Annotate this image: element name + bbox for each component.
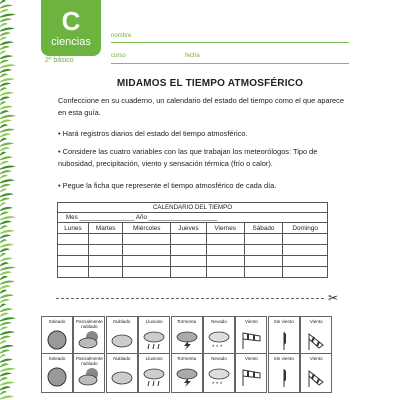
calendar-cell[interactable] <box>58 234 89 245</box>
calendar-cell[interactable] <box>283 256 328 267</box>
windsock-icon <box>236 329 266 351</box>
storm-icon <box>172 329 202 351</box>
year-label: Año <box>135 214 147 221</box>
windsock-small-icon <box>301 366 331 388</box>
month-label: Mes <box>66 214 78 221</box>
weather-card[interactable] <box>203 316 235 356</box>
calendar-cell[interactable] <box>171 267 207 278</box>
calendar-caption: CALENDARIO DEL TIEMPO <box>58 203 328 213</box>
instruction-bullet-3: • Pegue la ficha que represente el tiempo atmosférico de cada día. <box>58 181 277 190</box>
weather-card[interactable] <box>171 353 203 393</box>
day-header: Miércoles <box>123 223 171 234</box>
weather-card[interactable] <box>171 316 203 356</box>
instruction-paragraph: Confeccione en su cuaderno, un calendario del estado del tiempo como el que aparece en esta guía. <box>58 96 344 117</box>
weather-card-label: Nublado <box>113 356 131 361</box>
storm-icon <box>172 366 202 388</box>
windsock-icon <box>236 366 266 388</box>
month-year-row <box>58 213 328 223</box>
month-blank[interactable]: ________________ <box>79 214 135 221</box>
weather-card-label: Tormenta <box>177 356 197 361</box>
sun-icon <box>42 366 72 388</box>
weather-calendar-table <box>57 202 328 278</box>
calendar-cell[interactable] <box>88 234 122 245</box>
weather-card[interactable] <box>235 353 267 393</box>
weather-card[interactable] <box>106 353 138 393</box>
weather-card[interactable] <box>300 353 332 393</box>
calendar-cell[interactable] <box>206 256 244 267</box>
weather-card-label: Nublado <box>113 319 131 324</box>
weather-card-label: Soleado <box>48 356 66 361</box>
weather-card[interactable] <box>41 316 73 356</box>
calendar-cell[interactable] <box>58 245 89 256</box>
weather-card-label: Nevado <box>211 319 227 324</box>
day-header: Domingo <box>283 223 328 234</box>
svg-text:* * *: * * * <box>212 382 223 388</box>
weather-card-label: Sin viento <box>273 319 294 324</box>
weather-card[interactable] <box>73 316 105 356</box>
snow-icon <box>204 366 234 388</box>
weather-card-label: Viento <box>244 356 258 361</box>
scissors-icon: ✂ <box>328 291 339 305</box>
calm-icon <box>269 329 299 351</box>
day-header: Viernes <box>206 223 244 234</box>
calendar-cell[interactable] <box>206 267 244 278</box>
weather-card-label: Soleado <box>48 319 66 324</box>
weather-card-label: Viento <box>244 319 258 324</box>
calendar-cell[interactable] <box>58 256 89 267</box>
weather-card[interactable] <box>138 316 170 356</box>
partly-cloudy-icon <box>74 366 104 388</box>
name-line[interactable] <box>111 42 349 43</box>
calendar-cell[interactable] <box>206 245 244 256</box>
day-header: Sábado <box>244 223 283 234</box>
calendar-row <box>58 267 328 278</box>
partly-cloudy-icon <box>74 329 104 351</box>
year-blank[interactable]: ____________________ <box>148 214 218 221</box>
calendar-row <box>58 245 328 256</box>
calendar-cell[interactable] <box>123 245 171 256</box>
calendar-row <box>58 256 328 267</box>
calendar-cell[interactable] <box>58 267 89 278</box>
cloud-icon <box>107 366 137 388</box>
day-header: Jueves <box>171 223 207 234</box>
course-date-line[interactable] <box>111 63 349 64</box>
calendar-cell[interactable] <box>244 234 283 245</box>
calendar-cell[interactable] <box>283 267 328 278</box>
cut-line <box>56 298 324 299</box>
calendar-cell[interactable] <box>244 267 283 278</box>
weather-card[interactable] <box>268 316 300 356</box>
weather-card-label: Viento <box>309 319 323 324</box>
weather-card-label: Nevado <box>211 356 227 361</box>
weather-card[interactable] <box>73 353 105 393</box>
grade-label: 2º básico <box>45 57 74 64</box>
weather-card-label: Parcialmente nublado <box>75 319 103 329</box>
weather-card[interactable] <box>106 316 138 356</box>
weather-card-label: Viento <box>309 356 323 361</box>
calendar-cell[interactable] <box>283 245 328 256</box>
weather-card-label: Parcialmente nublado <box>75 356 103 366</box>
calendar-cell[interactable] <box>244 245 283 256</box>
page-title: MIDAMOS EL TIEMPO ATMOSFÉRICO <box>116 78 304 89</box>
weather-card-label: Tormenta <box>177 319 197 324</box>
calendar-cell[interactable] <box>88 245 122 256</box>
sun-icon <box>42 329 72 351</box>
rain-icon <box>139 329 169 351</box>
calendar-cell[interactable] <box>88 256 122 267</box>
svg-text:* * *: * * * <box>212 345 223 351</box>
cloud-icon <box>107 329 137 351</box>
grass-border-decoration <box>0 0 22 400</box>
calendar-cell[interactable] <box>123 267 171 278</box>
calendar-cell[interactable] <box>123 234 171 245</box>
calendar-row <box>58 234 328 245</box>
weather-card[interactable] <box>41 353 73 393</box>
subject-letter: C <box>61 6 81 36</box>
day-header-row <box>58 223 328 234</box>
instruction-bullet-2: • Considere las cuatro variables con las que trabajan los meteorólogos: Tipo de nubosidad, precipitación, viento y sensación térmica (frío o calor). <box>58 147 318 168</box>
snow-icon <box>204 329 234 351</box>
name-field-label: nombre <box>111 33 132 39</box>
calendar-cell[interactable] <box>244 256 283 267</box>
day-header: Martes <box>88 223 122 234</box>
windsock-small-icon <box>301 329 331 351</box>
weather-card[interactable] <box>203 353 235 393</box>
weather-card[interactable] <box>268 353 300 393</box>
calendar-cell[interactable] <box>283 234 328 245</box>
subject-name: ciencias <box>51 36 91 48</box>
date-field-label: fecha <box>185 53 200 59</box>
course-field-label: curso <box>111 53 126 59</box>
weather-card-label: Lluvioso <box>145 356 163 361</box>
calendar-cell[interactable] <box>171 245 207 256</box>
weather-card[interactable] <box>138 353 170 393</box>
weather-card[interactable] <box>235 316 267 356</box>
calendar-cell[interactable] <box>123 256 171 267</box>
instruction-bullet-1: • Hará registros diarios del estado del tiempo atmosférico. <box>58 129 248 138</box>
rain-icon <box>139 366 169 388</box>
calm-icon <box>269 366 299 388</box>
calendar-cell[interactable] <box>171 234 207 245</box>
calendar-cell[interactable] <box>88 267 122 278</box>
subject-badge <box>41 0 101 56</box>
weather-card-label: Sin viento <box>273 356 294 361</box>
day-header: Lunes <box>58 223 89 234</box>
calendar-cell[interactable] <box>206 234 244 245</box>
weather-card-label: Lluvioso <box>145 319 163 324</box>
calendar-cell[interactable] <box>171 256 207 267</box>
weather-card[interactable] <box>300 316 332 356</box>
